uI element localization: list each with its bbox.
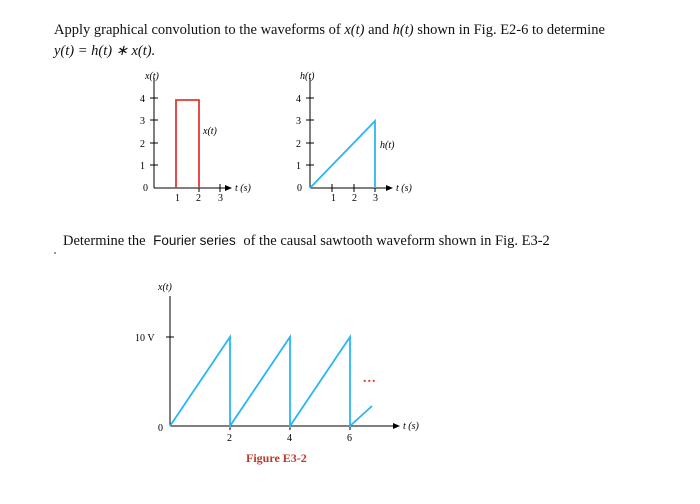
problem-1-text-a: Apply graphical convolution to the waveforms of [54,22,345,38]
x-plot-axis-label: x(t) [145,71,159,82]
x-plot-arrow-icon [225,185,232,191]
h-plot-curve-label: h(t) [380,140,395,151]
e32-axis-label: x(t) [158,282,172,293]
problem-1-text-c: shown in Fig. E2-6 to determine [413,22,605,38]
x-plot-pulse [176,100,199,188]
problem-2-text-b: of the causal sawtooth waveform shown in Fig. E3-2 [243,233,550,249]
h-plot-ramp [310,121,375,188]
x-plot-ytick-3: 3 [140,116,145,127]
x-plot-ytick-2: 2 [140,139,145,150]
problem-1-equation: y(t) = h(t) ∗ x(t). [54,43,156,59]
e32-y-level: 10 V [135,333,155,344]
problem-2-text-a: Determine the [63,233,146,249]
problem-1-line-2 [54,41,654,62]
x-plot-origin: 0 [143,183,148,194]
h-plot-ytick-3: 3 [296,116,301,127]
figure-h-plot [286,68,436,208]
h-plot-ytick-1: 1 [296,161,301,172]
h-plot-xtick-3: 3 [373,193,378,204]
x-plot-xtick-1: 1 [175,193,180,204]
e32-xtick-6: 6 [347,433,352,444]
e32-time-label: t (s) [403,421,419,432]
problem-1-text-b: and [364,22,393,38]
problem-2-text [63,233,550,250]
e32-origin: 0 [158,423,163,434]
e32-xtick-2: 2 [227,433,232,444]
stray-dot [54,252,56,254]
problem-1-line-1 [54,20,654,41]
x-plot-xtick-3: 3 [218,193,223,204]
problem-1-text [54,20,654,62]
x-plot-ytick-4: 4 [140,94,145,105]
h-plot-xtick-1: 1 [331,193,336,204]
x-plot-xtick-2: 2 [196,193,201,204]
figure-x-plot [130,68,280,208]
h-plot-origin: 0 [297,183,302,194]
problem-1-x-symbol: x(t) [344,22,365,38]
x-plot-curve-label: x(t) [203,126,217,137]
h-plot-arrow-icon [386,185,393,191]
h-plot-ytick-4: 4 [296,94,301,105]
e32-ellipsis: ... [363,371,377,386]
h-plot-xtick-2: 2 [352,193,357,204]
problem-1-h-symbol: h(t) [392,22,414,38]
x-plot-time-label: t (s) [235,183,251,194]
e32-xtick-4: 4 [287,433,292,444]
h-plot-time-label: t (s) [396,183,412,194]
figure-caption: Figure E3-2 [246,451,307,465]
h-plot-ytick-2: 2 [296,139,301,150]
figure-e32-plot [110,276,440,454]
problem-2-fourier-term: Fourier series [153,233,236,248]
e32-sawtooth [170,337,372,426]
x-plot-ytick-1: 1 [140,161,145,172]
e32-arrow-icon [393,423,400,429]
h-plot-axis-label: h(t) [300,71,315,82]
